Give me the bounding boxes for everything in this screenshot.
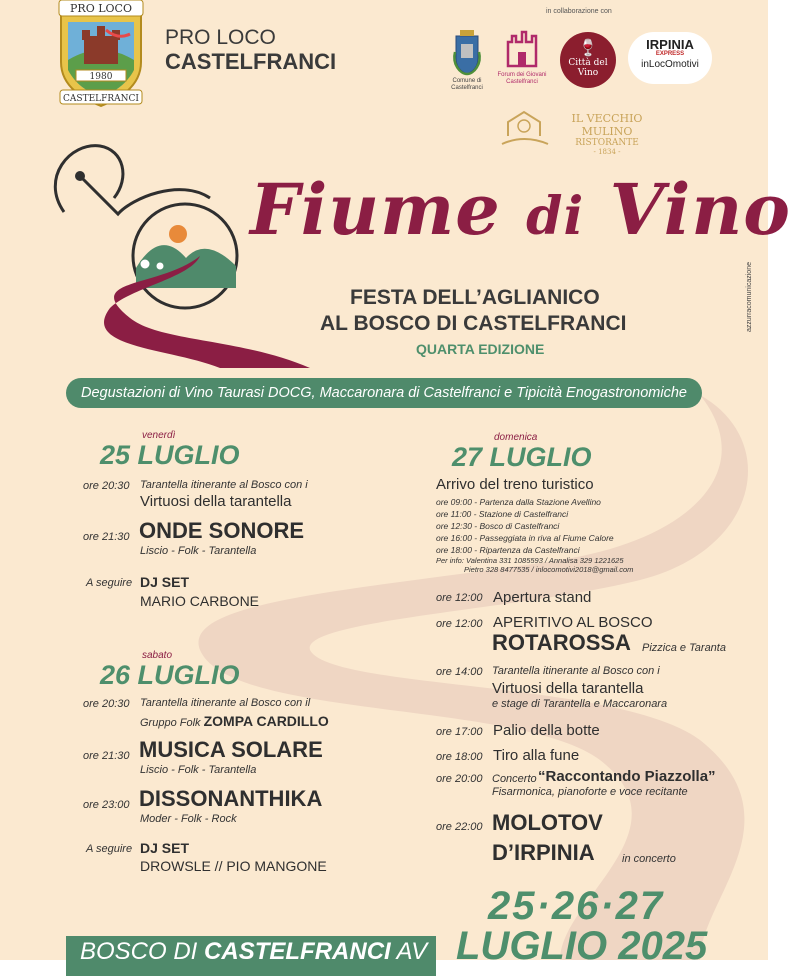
day27-dayname: domenica: [494, 432, 538, 443]
footer-dates: 25·26·27: [488, 884, 665, 928]
day26-e1-line1: Tarantella itinerante al Bosco con il: [140, 697, 311, 709]
train-line: ore 11:00 - Stazione di Castelfranci: [436, 509, 569, 519]
partner-irpinia-sub: EXPRESS: [655, 51, 685, 57]
day26-e2-sub: Liscio - Folk - Tarantella: [140, 764, 257, 776]
day27-g-time: ore 22:00: [436, 821, 483, 833]
day26-dayname: sabato: [142, 650, 173, 661]
train-line: ore 18:00 - Ripartenza da Castelfranci: [436, 545, 580, 555]
day25-dayname: venerdì: [142, 430, 176, 441]
train-line: ore 09:00 - Partenza dalla Stazione Avellino: [436, 497, 601, 507]
footer-place-pre: BOSCO DI: [80, 938, 198, 965]
day27-e-time: ore 18:00: [436, 751, 483, 763]
day25-e2-title: ONDE SONORE: [139, 518, 305, 543]
day26-e1-line2: [140, 713, 329, 729]
partner-forum-label: Forum dei Giovani Castelfranci: [497, 72, 547, 85]
comune-crest-icon: [452, 28, 482, 76]
day27-c-line2: Virtuosi della tarantella: [492, 680, 644, 697]
wine-glass-icon: 🍷: [578, 40, 598, 57]
day25-e2-sub: Liscio - Folk - Tarantella: [140, 545, 257, 557]
org-name-line2: CASTELFRANCI: [165, 49, 337, 74]
org-name-line1: PRO LOCO: [165, 26, 276, 49]
subtitle-line2: AL BOSCO DI CASTELFRANCI: [320, 312, 627, 335]
day27-g-title1: MOLOTOV: [492, 810, 603, 835]
day26-e3-time: ore 23:00: [83, 799, 130, 811]
day25-e3-sub: MARIO CARBONE: [140, 593, 260, 609]
title-word1: Fiume: [250, 168, 501, 251]
day27-g-sub: in concerto: [622, 853, 676, 865]
train-info2: Pietro 328 8477535 / inlocomotivi2018@gmail.com: [464, 565, 634, 574]
day26-e3-title: DISSONANTHIKA: [139, 786, 323, 811]
day27-a-title: Apertura stand: [493, 589, 592, 606]
day25-e3-title: DJ SET: [140, 574, 190, 590]
day25-date: 25 LUGLIO: [100, 440, 240, 470]
title-word2: di: [526, 186, 585, 247]
day27-g-title2: D’IRPINIA: [492, 840, 595, 865]
day27-b-sub: Pizzica e Taranta: [642, 642, 726, 654]
mulino-text: [548, 112, 666, 156]
day27-b-time: ore 12:00: [436, 618, 483, 630]
title-word3: Vino: [609, 168, 791, 251]
day27-d-time: ore 17:00: [436, 726, 483, 738]
day27-f-time: ore 20:00: [436, 773, 483, 785]
day25-e1-time: ore 20:30: [83, 480, 130, 492]
train-line: ore 16:00 - Passeggiata in riva al Fiume Calore: [436, 533, 614, 543]
day27-c-time: ore 14:00: [436, 666, 483, 678]
day27-date: 27 LUGLIO: [452, 442, 592, 472]
footer-place-band: [66, 936, 436, 976]
tasting-banner: Degustazioni di Vino Taurasi DOCG, Maccaronara di Castelfranci e Tipicità Enogastronomiche: [66, 378, 702, 408]
mulino-line1: IL VECCHIO MULINO: [571, 112, 643, 138]
logo-top-text: PRO LOCO: [70, 2, 132, 15]
train-line: ore 12:30 - Bosco di Castelfranci: [436, 521, 560, 531]
partner-comune: [442, 28, 492, 92]
day27-d-title: Palio della botte: [493, 722, 600, 739]
org-name: [165, 26, 336, 74]
train-title: Arrivo del treno turistico: [436, 476, 594, 493]
day27-c-line1: Tarantella itinerante al Bosco con i: [492, 665, 660, 677]
day27-f-sub: Fisarmonica, pianoforte e voce recitante: [492, 786, 688, 798]
train-info1: Per info: Valentina 331 1085593 / Annalisa 329 1221625: [436, 556, 624, 565]
partner-forum: [496, 28, 548, 86]
partner-comune-label: Comune di Castelfranci: [451, 78, 483, 91]
day27-f-title: “Raccontando Piazzolla”: [538, 768, 716, 785]
day26-e4-time: A seguire: [86, 843, 133, 855]
mill-icon: [498, 104, 550, 148]
partner-irpinia-express: [628, 32, 712, 84]
main-title: [250, 168, 791, 251]
partner-irpinia-bottom: inLocOmotivi: [641, 59, 699, 70]
footer-place-bold: CASTELFRANCI: [204, 938, 391, 965]
day25-e2-time: ore 21:30: [83, 531, 130, 543]
logo-bottom-text: CASTELFRANCI: [63, 94, 139, 104]
day26-e1-time: ore 20:30: [83, 698, 130, 710]
day26-e2-time: ore 21:30: [83, 750, 130, 762]
day25-e1-line1: Tarantella itinerante al Bosco con i: [140, 479, 308, 491]
footer-month-year: LUGLIO 2025: [456, 924, 708, 968]
partner-irpinia-top: IRPINIA: [646, 37, 694, 52]
proloco-shield-logo: [56, 0, 146, 110]
edition-label: QUARTA EDIZIONE: [416, 341, 545, 357]
day26-e1-line2a: Gruppo Folk: [140, 717, 201, 729]
mulino-line2: RISTORANTE: [575, 138, 639, 148]
day25-e1-line2: Virtuosi della tarantella: [140, 493, 292, 510]
day26-e2-title: MUSICA SOLARE: [139, 737, 323, 762]
day26-e1-line2b: ZOMPA CARDILLO: [203, 713, 329, 729]
partner-citta-del-vino: [560, 32, 616, 88]
logo-year-text: 1980: [89, 72, 113, 82]
day26-e3-sub: Moder - Folk - Rock: [140, 813, 237, 825]
day27-e-title: Tiro alla fune: [493, 747, 580, 764]
footer-place-post: AV: [396, 938, 428, 965]
train-schedule: [436, 496, 633, 574]
day27-a-time: ore 12:00: [436, 592, 483, 604]
day27-c-line3: e stage di Tarantella e Maccaronara: [492, 698, 668, 710]
day26-e4-sub: DROWSLE // PIO MANGONE: [140, 858, 327, 874]
subtitle-line1: FESTA DELL’AGLIANICO: [350, 286, 600, 309]
day27-b-big: ROTAROSSA: [492, 630, 631, 655]
day25-e3-time: A seguire: [86, 577, 133, 589]
partner-citta-label: Città del Vino: [568, 58, 608, 78]
forum-castle-icon: [500, 28, 544, 70]
mulino-year: - 1834 -: [593, 148, 621, 156]
day27-b-title: APERITIVO AL BOSCO: [493, 614, 653, 631]
day27-f-pre: Concerto: [492, 773, 537, 785]
day26-e4-title: DJ SET: [140, 840, 190, 856]
day26-date: 26 LUGLIO: [100, 660, 240, 690]
collab-label: in collaborazione con: [546, 8, 612, 15]
credit-text: azzurracomunicazione: [746, 262, 753, 333]
